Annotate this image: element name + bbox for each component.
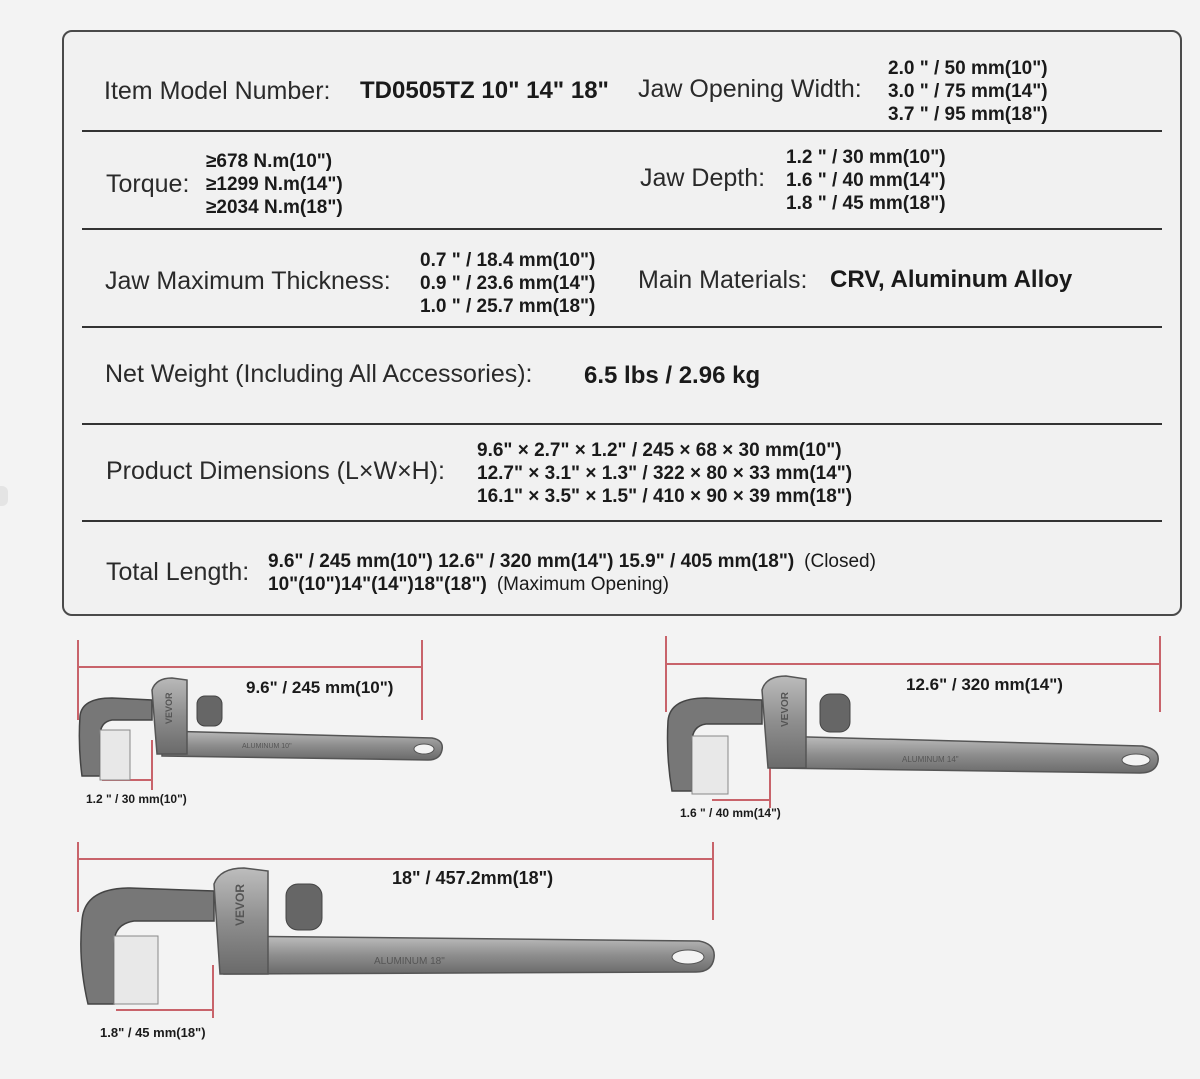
adjust-nut [820,694,850,732]
torque-value: ≥678 N.m(10") [206,151,333,172]
dimensions-value: 16.1" × 3.5" × 1.5" / 410 × 90 × 39 mm(18") [477,486,853,507]
adjust-nut [197,696,222,726]
net-weight-label: Net Weight (Including All Accessories): [105,360,533,388]
lower-jaw [692,736,728,794]
dimensions-label: Product Dimensions (L×W×H): [106,457,446,485]
brand-text: VEVOR [233,883,247,926]
handle [772,736,1158,773]
handle-hole [414,744,434,754]
stamp-text: ALUMINUM 14" [902,755,959,764]
torque-value: ≥1299 N.m(14") [206,174,343,195]
total-length-label: Total Length: [106,558,250,586]
handle [224,936,714,974]
length-label-18: 18" / 457.2mm(18") [392,868,554,888]
jaw-depth-label: Jaw Depth: [640,164,766,192]
jaw-thickness-value: 0.7 " / 18.4 mm(10") [420,250,596,271]
jaw-opening-value: 3.7 " / 95 mm(18") [888,104,1048,125]
net-weight-value: 6.5 lbs / 2.96 kg [584,362,761,389]
model-value: TD0505TZ 10" 14" 18" [360,77,609,104]
brand-text: VEVOR [780,691,791,727]
materials-label: Main Materials: [638,266,808,294]
jaw-depth-value: 1.8 " / 45 mm(18") [786,193,946,214]
torque-value: ≥2034 N.m(18") [206,197,343,218]
total-length-closed: 9.6" / 245 mm(10") 12.6" / 320 mm(14") 15.9" / 405 mm(18") [268,551,795,572]
jaw-label-10: 1.2 " / 30 mm(10") [86,792,187,806]
dimensions-value: 9.6" × 2.7" × 1.2" / 245 × 68 × 30 mm(10") [477,440,842,461]
total-length-open: 10"(10")14"(14")18"(18") [268,574,487,595]
length-label-14: 12.6" / 320 mm(14") [906,675,1063,694]
open-note: (Maximum Opening) [496,574,669,595]
torque-label: Torque: [106,170,190,198]
handle [162,731,442,760]
jaw-opening-label: Jaw Opening Width: [638,75,862,103]
brand-text: VEVOR [164,692,174,724]
jaw-depth-value: 1.6 " / 40 mm(14") [786,170,946,191]
lower-jaw [114,936,158,1004]
jaw-opening-value: 3.0 " / 75 mm(14") [888,81,1048,102]
jaw-label-18: 1.8" / 45 mm(18") [100,1025,206,1040]
materials-value: CRV, Aluminum Alloy [830,266,1073,293]
handle-hole [1122,754,1150,766]
stamp-text: ALUMINUM 18" [374,956,445,967]
stamp-text: ALUMINUM 10" [242,743,292,750]
adjust-nut [286,884,322,930]
jaw-label-14: 1.6 " / 40 mm(14") [680,806,781,820]
model-label: Item Model Number: [104,77,331,105]
handle-hole [672,950,704,964]
length-label-10: 9.6" / 245 mm(10") [246,678,394,697]
jaw-thickness-value: 1.0 " / 25.7 mm(18") [420,296,596,317]
jaw-opening-value: 2.0 " / 50 mm(10") [888,58,1048,79]
closed-note: (Closed) [804,551,876,572]
lower-jaw [100,730,130,780]
jaw-thickness-label: Jaw Maximum Thickness: [105,267,391,295]
jaw-depth-value: 1.2 " / 30 mm(10") [786,147,946,168]
dimensions-value: 12.7" × 3.1" × 1.3" / 322 × 80 × 33 mm(14") [477,463,853,484]
jaw-thickness-value: 0.9 " / 23.6 mm(14") [420,273,596,294]
